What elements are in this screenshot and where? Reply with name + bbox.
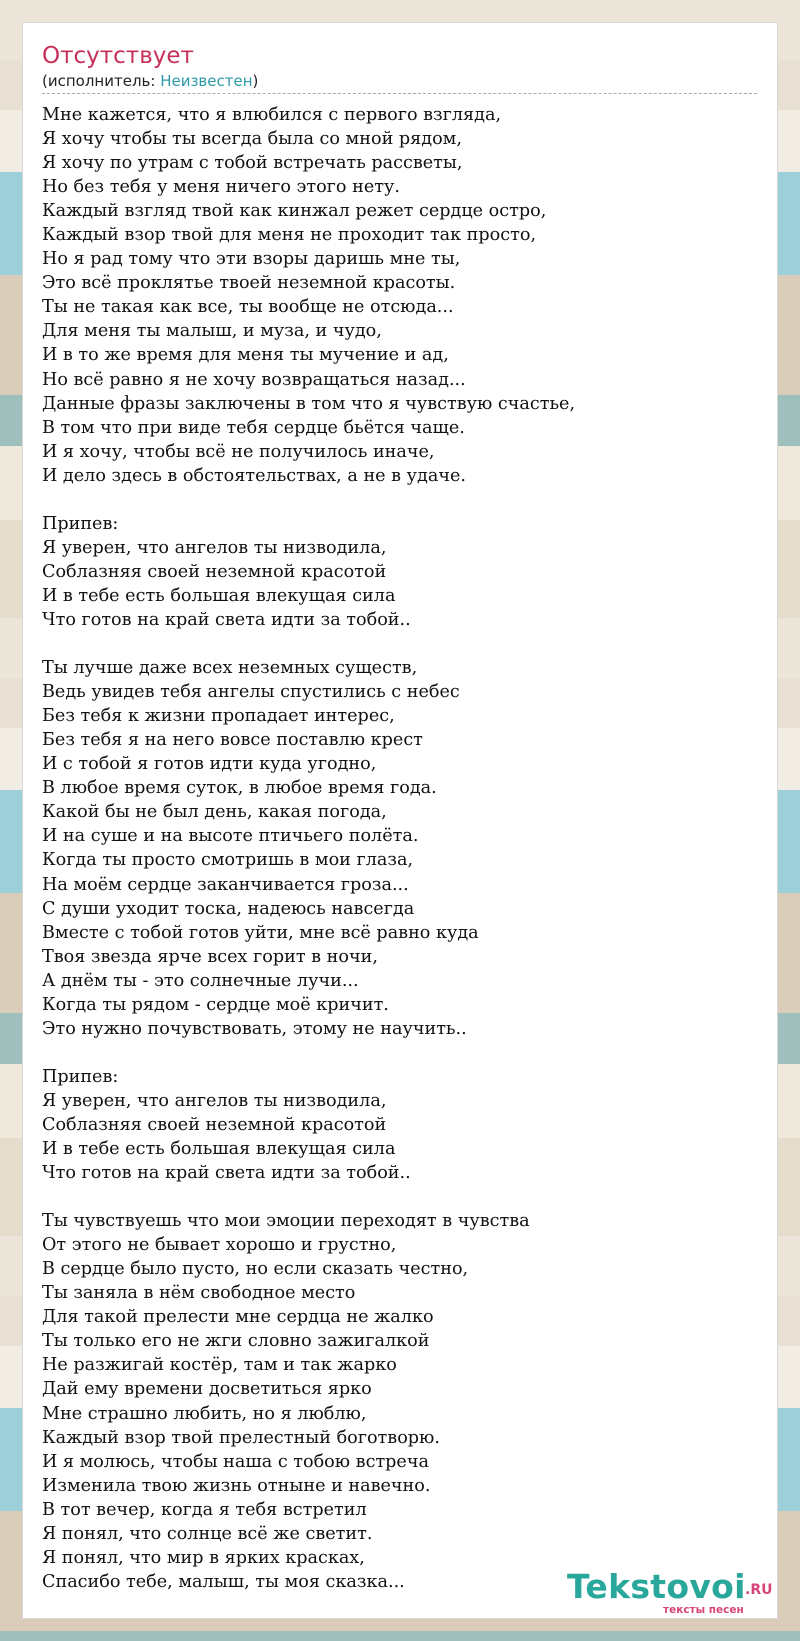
lyrics-line: И в тебе есть большая влекущая сила bbox=[42, 585, 396, 606]
lyrics-text bbox=[42, 103, 762, 1594]
lyrics-line: Каждый взор твой прелестный боготворю. bbox=[42, 1427, 440, 1448]
lyrics-line: Мне кажется, что я влюбился с первого взгляда, bbox=[42, 105, 502, 125]
lyrics-line: Дай ему времени досветиться ярко bbox=[42, 1379, 372, 1400]
performer-link[interactable]: Неизвестен bbox=[160, 72, 253, 90]
lyrics-line: Я понял, что солнце всё же светит. bbox=[42, 1523, 373, 1544]
lyrics-line: Ты лучше даже всех неземных существ, bbox=[42, 658, 418, 679]
lyrics-line: И с тобой я готов идти куда угодно, bbox=[42, 754, 377, 775]
logo-name: Tekstovoi bbox=[567, 1567, 746, 1606]
lyrics-line: С души уходит тоска, надеюсь навсегда bbox=[42, 898, 415, 919]
lyrics-line: Для меня ты малыш, и муза, и чудо, bbox=[42, 321, 382, 342]
lyrics-line: Ты чувствуешь что мои эмоции переходят в чувства bbox=[42, 1211, 530, 1232]
lyrics-line: Я уверен, что ангелов ты низводила, bbox=[42, 1090, 387, 1111]
lyrics-line: Когда ты просто смотришь в мои глаза, bbox=[42, 850, 414, 871]
lyrics-line: Я уверен, что ангелов ты низводила, bbox=[42, 537, 387, 558]
lyrics-line: Но всё равно я не хочу возвращаться назад... bbox=[42, 369, 466, 390]
performer-prefix: (исполнитель: bbox=[42, 72, 161, 90]
lyrics-line: Твоя звезда ярче всех горит в ночи, bbox=[42, 946, 378, 967]
lyrics-line: Спасибо тебе, малыш, ты моя сказка... bbox=[42, 1571, 405, 1592]
lyrics-line: Я понял, что мир в ярких красках, bbox=[42, 1547, 365, 1568]
lyrics-line: Без тебя к жизни пропадает интерес, bbox=[42, 706, 395, 727]
lyrics-line: Ты не такая как все, ты вообще не отсюда... bbox=[42, 297, 454, 318]
lyrics-line: Изменила твою жизнь отныне и навечно. bbox=[42, 1475, 431, 1496]
lyrics-blank-line bbox=[42, 1185, 762, 1209]
lyrics-line: Соблазняя своей неземной красотой bbox=[42, 561, 387, 582]
lyrics-line: Данные фразы заключены в том что я чувствую счастье, bbox=[42, 393, 576, 414]
lyrics-line: И дело здесь в обстоятельствах, а не в удаче. bbox=[42, 465, 466, 486]
performer-line bbox=[42, 71, 258, 91]
lyrics-line: Мне страшно любить, но я люблю, bbox=[42, 1403, 367, 1424]
lyrics-line: Я хочу чтобы ты всегда была со мной рядом, bbox=[42, 129, 462, 150]
lyrics-line: Соблазняя своей неземной красотой bbox=[42, 1114, 387, 1135]
lyrics-line: И на суше и на высоте птичьего полёта. bbox=[42, 826, 419, 847]
lyrics-line: В тот вечер, когда я тебя встретил bbox=[42, 1499, 367, 1520]
lyrics-line: Без тебя я на него вовсе поставлю крест bbox=[42, 730, 423, 751]
lyrics-line: Это всё проклятье твоей неземной красоты. bbox=[42, 273, 456, 294]
lyrics-line: Но я рад тому что эти взоры даришь мне ты, bbox=[42, 249, 461, 270]
lyrics-line: Припев: bbox=[42, 513, 119, 534]
lyrics-line: Каждый взгляд твой как кинжал режет сердце остро, bbox=[42, 201, 547, 222]
lyrics-line: Припев: bbox=[42, 1066, 119, 1087]
lyrics-line: Ты заняла в нём свободное место bbox=[42, 1283, 356, 1304]
performer-suffix: ) bbox=[252, 72, 259, 90]
lyrics-line: Каждый взор твой для меня не проходит так просто, bbox=[42, 225, 537, 246]
lyrics-line: Но без тебя у меня ничего этого нету. bbox=[42, 177, 400, 198]
lyrics-line: Ведь увидев тебя ангелы спустились с небес bbox=[42, 682, 460, 703]
lyrics-line: Вместе с тобой готов уйти, мне всё равно куда bbox=[42, 922, 479, 943]
lyrics-line: На моём сердце заканчивается гроза... bbox=[42, 874, 409, 895]
lyrics-line: Что готов на край света идти за тобой.. bbox=[42, 1163, 411, 1184]
lyrics-line: И в тебе есть большая влекущая сила bbox=[42, 1139, 396, 1160]
lyrics-blank-line bbox=[42, 488, 762, 512]
lyrics-line: Для такой прелести мне сердца не жалко bbox=[42, 1307, 434, 1328]
lyrics-line: Какой бы не был день, какая погода, bbox=[42, 802, 387, 823]
song-title: Отсутствует bbox=[42, 43, 194, 69]
lyrics-blank-line bbox=[42, 1041, 762, 1065]
lyrics-line: И я молюсь, чтобы наша с тобою встреча bbox=[42, 1451, 429, 1472]
lyrics-line: В том что при виде тебя сердце бьётся чаще. bbox=[42, 417, 465, 438]
lyrics-line: В любое время суток, в любое время года. bbox=[42, 778, 437, 799]
lyrics-line: И я хочу, чтобы всё не получилось иначе, bbox=[42, 441, 435, 462]
site-logo[interactable] bbox=[567, 1567, 773, 1620]
lyrics-line: Не разжигай костёр, там и так жарко bbox=[42, 1355, 397, 1376]
lyrics-line: От этого не бывает хорошо и грустно, bbox=[42, 1235, 397, 1256]
lyrics-line: А днём ты - это солнечные лучи... bbox=[42, 970, 359, 991]
lyrics-line: Когда ты рядом - сердце моё кричит. bbox=[42, 994, 389, 1015]
lyrics-line: В сердце было пусто, но если сказать честно, bbox=[42, 1259, 469, 1280]
lyrics-line: Ты только его не жги словно зажигалкой bbox=[42, 1331, 430, 1352]
logo-tld: .RU bbox=[745, 1582, 773, 1598]
lyrics-line: И в то же время для меня ты мучение и ад, bbox=[42, 345, 449, 366]
lyrics-line: Что готов на край света идти за тобой.. bbox=[42, 609, 411, 630]
logo-tagline: тексты песен bbox=[663, 1604, 744, 1616]
lyrics-blank-line bbox=[42, 632, 762, 656]
lyrics-card bbox=[22, 22, 778, 1619]
title-divider bbox=[42, 93, 757, 94]
lyrics-line: Это нужно почувствовать, этому не научить.. bbox=[42, 1018, 467, 1039]
lyrics-line: Я хочу по утрам с тобой встречать рассветы, bbox=[42, 153, 463, 174]
